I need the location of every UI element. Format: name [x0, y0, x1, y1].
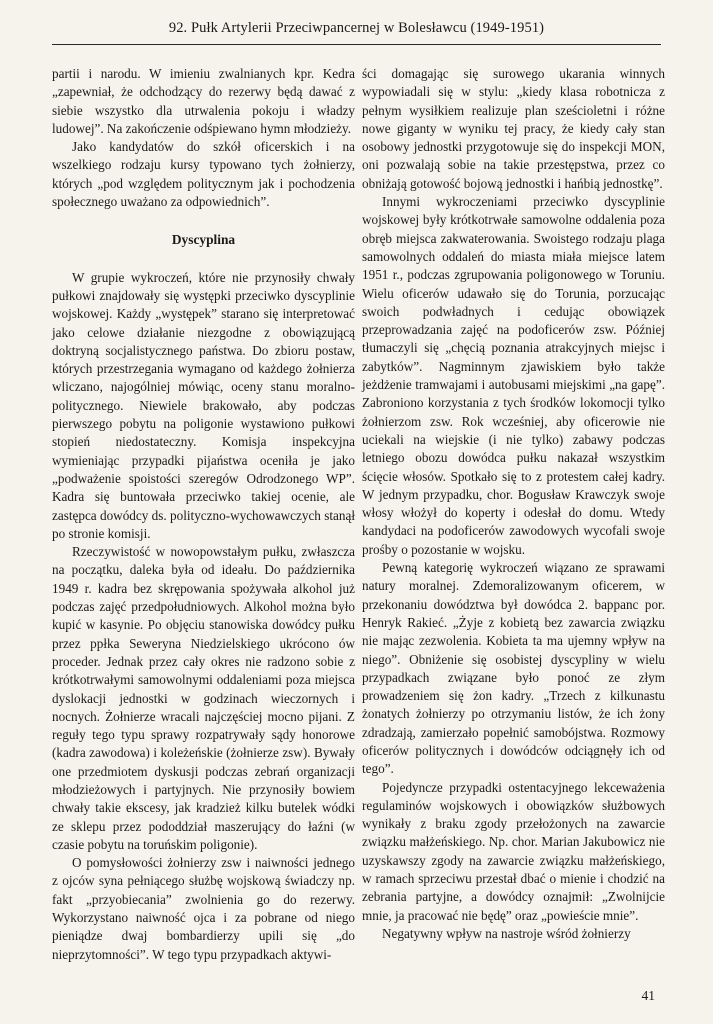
paragraph: O pomysłowości żołnierzy zsw i naiwności jednego z ojców syna pełniącego służbę wojskową świadczy np. fakt „przyobiecania” zwolnienia go do rezerwy. Wykorzystano naiwność ojca i za pobrane od niego pieniądze dwaj bombardierzy upili się „do nieprzytomności”. W tego typu przypadkach aktywi-: [52, 855, 355, 962]
left-column: [52, 65, 355, 964]
paragraph: Pewną kategorię wykroczeń wiązano ze sprawami natury moralnej. Zdemoralizowanym oficerem, w przekonaniu dowództwa był dowódca 2. bappanc por. Henryk Rakieć. „Żyje z kobietą bez zawarcia związku nie mając zezwolenia. Kobieta ta ma ujemny wpływ na niego”. Obniżenie się osobistej dyscypliny w wielu przypadkach związane było ponoć ze złym prowadzeniem się żon kadry. „Trzech z kilkunastu żonatych żołnierzy po otrzymaniu listów, że ich żony zdradzają, zamierzało popełnić samobójstwa. Rozmowy oficerów politycznych i dowódców odciągnęły ich od tego”.: [362, 560, 665, 777]
paragraph: W grupie wykroczeń, które nie przynosiły chwały pułkowi znajdowały się występki przeciwko dyscyplinie wojskowej. Każdy „występek” starano się interpretować jako celowe działanie niezgodne z obowiązującą doktryną socjalistycznego państwa. Do zbioru postaw, których przestrzegania wymagano od każdego żołnierza wliczano, najogólniej mówiąc, oceny stanu moralno-politycznego. Niewiele brakowało, aby podczas pierwszego pobytu na poligonie wystawiono pułkowi stopień niedostateczny. Komisja inspekcyjna wymieniając przypadki pijaństwa oceniła je jako „podważenie spoistości szeregów Odrodzonego WP”. Kadra się buntowała przeciwko takiej ocenie, ale zastępca dowódcy ds. polityczno-wychowawczych stanął po stronie komisji.: [52, 269, 355, 541]
running-header: 92. Pułk Artylerii Przeciwpancernej w Bolesławcu (1949-1951): [168, 20, 545, 36]
page-number: 41: [641, 988, 655, 1003]
section-heading: Dyscyplina: [171, 232, 236, 248]
paragraph: Jako kandydatów do szkół oficerskich i na wszelkiego rodzaju kursy typowano tych żołnierzy, których „pod względem politycznym jak i pochodzenia społecznego uważano za odpowiednich”.: [52, 139, 355, 210]
paragraph: Rzeczywistość w nowopowstałym pułku, zwłaszcza na początku, daleka była od ideału. Do października 1949 r. kadra bez skrępowania spożywała alkohol już podczas zajęć przedpołudniowych. Alkohol można było kupić w kasynie. Po objęciu stanowiska dowódcy pułku przez ppłka Seweryna Niedzielskiego ukrócono ów proceder. Jednak przez cały okres nie radzono sobie z krótkotrwałymi samowolnymi oddaleniami poza miejsca dyslokacji jednostki w godzinach wieczornych i nocnych. Żołnierze wracali najczęściej mocno pijani. Z reguły tego typu sprawy rozpatrywały sądy honorowe (kadra zawodowa) i koleżeńskie (żołnierze zsw). Bywały one przedmiotem dyskusji podczas zebrań organizacji młodzieżowych i partyjnych. Nie przynosiły bowiem chwały takie ekscesy, jak kradzież kilku butelek wódki ze sklepu przez pododdział maszerujący do łaźni (w czasie pobytu na toruńskim poligonie).: [52, 544, 355, 852]
paragraph: Pojedyncze przypadki ostentacyjnego lekceważenia regulaminów wojskowych i obowiązków służbowych wynikały z braku zgody przełożonych na zawarcie związku małżeńskiego. Np. chor. Marian Jakubowicz nie uzyskawszy zgody na zawarcie związku małżeńskiego, w ramach sprzeciwu przestał dbać o mienie i chodzić na zebrania partyjne, a dowódcy oznajmił: „Zwolnijcie mnie, ja pracować nie będę” oraz „powieście mnie”.: [362, 779, 665, 923]
paragraph: Negatywny wpływ na nastroje wśród żołnierzy: [382, 925, 631, 941]
right-column: [362, 65, 665, 943]
paragraph-continued: ści domagając się surowego ukarania winnych wypowiadali się w stylu: „kiedy klasa robotnicza z pełnym wysiłkiem realizuje plan sześcioletni i różne nowe giganty w wyniku tej pracy, że kiedy cały stan osobowy jednostki przygotowuje się do inspekcji MON, oni pozwalają sobie na takie przestępstwa, przez co obniżają gotowość bojową jednostki i hańbią jednostkę”.: [362, 66, 665, 191]
header-rule: [52, 44, 661, 45]
paragraph-continued: partii i narodu. W imieniu zwalnianych kpr. Kedra „zapewniał, że odchodzący do rezerwy będą dawać z siebie wszystko dla utrwalenia pokoju i władzy ludowej”. Na zakończenie odśpiewano hymn młodzieży.: [52, 66, 355, 136]
paragraph: Innymi wykroczeniami przeciwko dyscyplinie wojskowej były krótkotrwałe samowolne oddalenia poza obręb miejsca zakwaterowania. Swoistego rodzaju plaga samowolnych oddaleń do miasta miała miejsce latem 1951 r., podczas zgrupowania poligonowego w Toruniu. Wielu oficerów udawało się do Torunia, porzucając swoich podwładnych i cedując obowiązek przeprowadzania zajęć na podoficerów zsw. Później tłumaczyli się „chęcią poznania atrakcyjnych miejsc i zabytków”. Nagminnym zjawiskiem było także jeżdżenie tramwajami i autobusami miejskimi „na gapę”. Zabroniono korzystania z tych środków lokomocji tylko żołnierzom zsw. Rok wcześniej, aby oficerowie nie uciekali na wiejskie (i nie tylko) zabawy podczas letniego obozu dowódca pułku nakazał wszystkim ścięcie włosów. Spotkało się to z protestem całej kadry. W jednym przypadku, chor. Bogusław Krawczyk swoje włosy włożył do koperty i odesłał do domu. Wtedy kandydaci na podoficerów zawodowych wycofali swoje prośby o pozostanie w wojsku.: [362, 194, 665, 557]
